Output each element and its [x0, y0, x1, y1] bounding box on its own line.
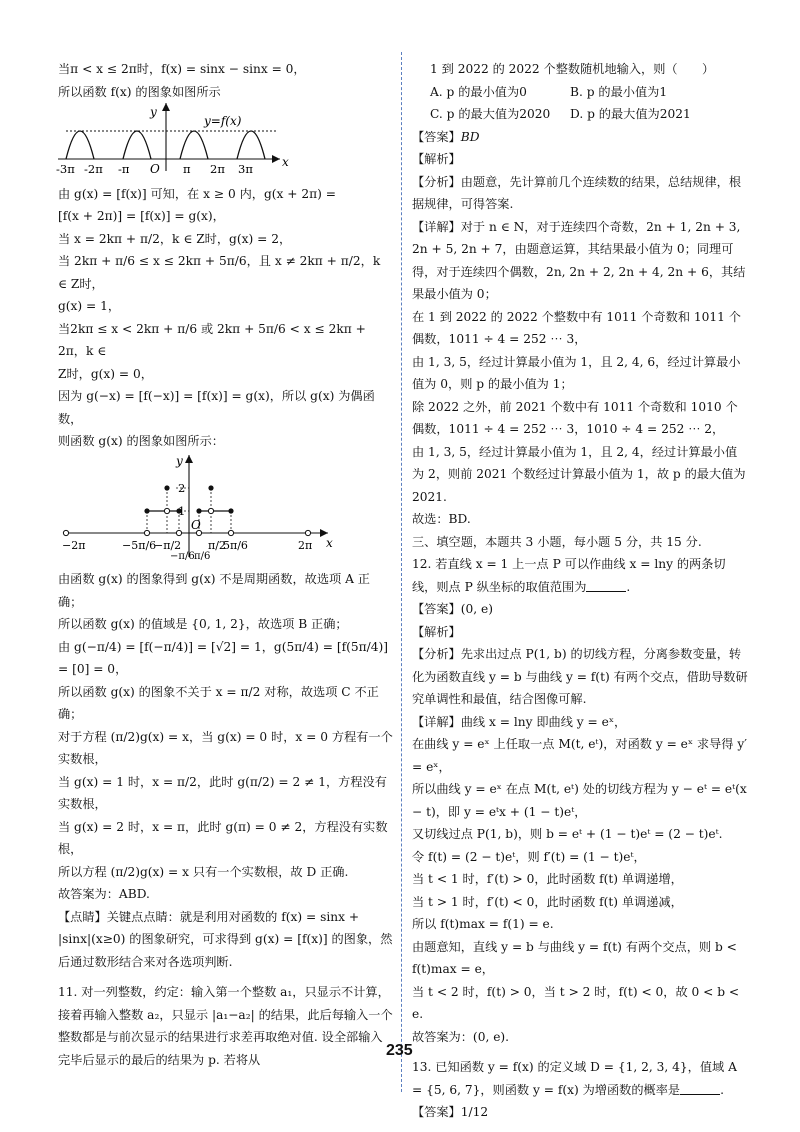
text-line: g(x) = 1， — [58, 299, 121, 313]
y-tick-label: 2 — [178, 480, 186, 495]
question-text: 对一列整数，约定：输入第一个整数 a₁，只显示不计算，接着再输入整数 a₂，只显示 |a₁−a₂| 的结果，此后每输入一个整数都是与前次显示的结果进行求差再取绝对值. 设全部输入完毕后显示的最后的结果为 p. 若将从 — [58, 985, 393, 1067]
text-line: 所以函数 f(x) 的图象如图所示 — [58, 84, 221, 99]
options-row — [412, 81, 748, 104]
tick-label: -π — [118, 162, 130, 176]
analysis-tag: 【解析】 — [412, 624, 461, 639]
detail-tag: 【详解】 — [412, 714, 461, 729]
detail-paragraph — [412, 711, 748, 734]
y-tick-label: 1 — [178, 503, 186, 518]
question-number: 12. — [412, 557, 432, 571]
tick-label: -2π — [84, 162, 103, 176]
detail-line: 当 t > 1 时，f′(t) < 0，此时函数 f(t) 单调递减， — [412, 894, 683, 909]
open-point — [208, 508, 213, 513]
analysis-tag: 【解析】 — [412, 152, 461, 166]
analysis-text: 先求出过点 P(1, b) 的切线方程，分离参数变量，转化为函数直线 y = b 与曲线 y = f(t) 有两个交点，借助导数研究单调性和最值，结合图像可解. — [412, 647, 748, 706]
detail-line: 在曲线 y = eˣ 上任取一点 M(t, eᵗ)，对函数 y = eˣ 求导得 y′ = eˣ， — [412, 737, 748, 774]
answer-tag: 【答案】 — [412, 129, 461, 144]
text-line: 当 g(x) = 1 时，x = π/2，此时 g(π/2) = 2 ≠ 1，方程没有实数根， — [58, 774, 387, 811]
tip-text: 关键点点睛：就是利用对函数的 f(x) = sinx + |sinx|(x≥0) 的图象研究，可求得到 g(x) = [f(x)] 的图象，然后通过数形结合来对各选项判断. — [58, 909, 393, 969]
detail-text: 对于 n ∈ N，对于连续四个奇数，2n + 1, 2n + 3, 2n + 5, 2n + 7，由题意运算，其结果最小值为 0；同理可得，对于连续四个偶数，2n, 2n + 2, 2n + 4, 2n + 6，其结果最小值为 0； — [412, 219, 746, 301]
detail-line: 由 1, 3, 5，经过计算最小值为 1，且 2, 4，经过计算最小值为 2，则前 2021 个数经过计算最小值为 1，故 p 的最大值为 2021. — [412, 444, 746, 504]
origin-label: O — [150, 162, 160, 176]
question-number: 13. — [412, 1060, 432, 1074]
detail-line: 由题意知，直线 y = b 与曲线 y = f(t) 有两个交点，则 b < f(t)max = e， — [412, 939, 737, 976]
detail-line: 所以曲线 y = eˣ 在点 M(t, eᵗ) 处的切线方程为 y − eᵗ = eᵗ(x − t)，即 y = eᵗx + (1 − t)eᵗ， — [412, 782, 747, 819]
text-line: 由函数 g(x) 的图象得到 g(x) 不是周期函数，故选项 A 正确； — [58, 572, 370, 609]
option-a: A. p 的最小值为0 — [430, 84, 527, 99]
detail-line: 由 1, 3, 5，经过计算最小值为 1，且 2, 4, 6，经过计算最小值为 0，则 p 的最小值为 1； — [412, 354, 741, 391]
option-c: C. p 的最大值为2020 — [430, 107, 551, 121]
open-point — [63, 530, 68, 535]
detail-line: 故选：BD. — [412, 512, 471, 526]
answer-blank — [680, 1082, 720, 1095]
answer-tag: 【答案】 — [412, 1105, 461, 1119]
analysis-paragraph — [412, 171, 748, 216]
question-13: 13. 已知函数 y = f(x) 的定义域 D = {1, 2, 3, 4}，值域 A = {5, 6, 7}，则函数 y = f(x) 为增函数的概率是 . — [412, 1060, 737, 1097]
open-point — [176, 530, 181, 535]
text-line: 由 g(x) = [f(x)] 可知，在 x ≥ 0 内，g(x + 2π) = — [58, 186, 336, 201]
text-line: 当 2kπ + π/6 ≤ x ≤ 2kπ + 5π/6，且 x ≠ 2kπ + π/2，k ∈ Z时， — [58, 254, 381, 291]
x-tick-label: 2π — [298, 538, 313, 552]
column-divider — [401, 52, 402, 1092]
text-line: 当π < x ≤ 2π时，f(x) = sinx − sinx = 0， — [58, 62, 306, 76]
x-tick-label: −π/2 — [154, 538, 182, 552]
tip-paragraph — [58, 906, 393, 974]
graph-f — [58, 103, 393, 175]
x-axis-label: x — [326, 535, 333, 550]
text-line: 当2kπ ≤ x < 2kπ + π/6 或 2kπ + 5π/6 < x ≤ 2kπ + 2π，k ∈ — [58, 321, 366, 358]
detail-line: 故答案为：(0, e). — [412, 1029, 510, 1044]
origin-label: O — [191, 517, 201, 532]
graph-g — [58, 453, 393, 561]
text-line: 由 g(−π/4) = [f(−π/4)] = [√2] = 1，g(5π/4) = [f(5π/4)] = [0] = 0， — [58, 639, 388, 676]
answer-value: (0, e) — [460, 602, 493, 616]
analysis-text: 由题意，先计算前几个连续数的结果，总结规律，根据规律，可得答案. — [412, 174, 742, 211]
tick-label: 2π — [210, 162, 225, 176]
text-line: 所以方程 (π/2)g(x) = x 只有一个实数根，故 D 正确. — [58, 864, 349, 879]
answer-line — [412, 1101, 748, 1124]
tick-label: 3π — [238, 162, 253, 176]
y-axis-label: y — [176, 453, 183, 468]
text-line: 因为 g(−x) = [f(−x)] = [f(x)] = g(x)，所以 g(x) 为偶函数， — [58, 389, 375, 426]
filled-point — [208, 485, 213, 490]
section-heading: 三、填空题，本题共 3 小题，每小题 5 分，共 15 分. — [412, 534, 702, 549]
open-point — [144, 530, 149, 535]
text-line: [f(x + 2π)] = [f(x)] = g(x)， — [58, 209, 225, 223]
y-axis-label: y — [150, 105, 157, 119]
question-11 — [58, 981, 393, 1071]
x-tick-label: π/6 — [194, 550, 211, 562]
detail-line: 当 t < 1 时，f′(t) > 0，此时函数 f(t) 单调递增， — [412, 872, 683, 886]
x-tick-label: −π/6 — [170, 550, 195, 562]
filled-point — [144, 508, 149, 513]
detail-line: 令 f(t) = (2 − t)eᵗ，则 f′(t) = (1 − t)eᵗ， — [412, 849, 646, 864]
answer-line — [412, 598, 748, 621]
tip-tag: 【点睛】 — [58, 909, 107, 924]
detail-line: 又切线过点 P(1, b)，则 b = eᵗ + (1 − t)eᵗ = (2 − t)eᵗ. — [412, 827, 723, 841]
detail-line: 所以 f(t)max = f(1) = e. — [412, 917, 554, 931]
answer-line — [412, 126, 748, 149]
question-number: 11. — [58, 985, 78, 999]
text-line: 所以函数 g(x) 的图象不关于 x = π/2 对称，故选项 C 不正确； — [58, 684, 379, 721]
question-11-continued: 1 到 2022 的 2022 个整数随机地输入，则（ ） — [430, 62, 715, 76]
x-axis-label: x — [282, 155, 289, 169]
question-text: 已知函数 y = f(x) 的定义域 D = {1, 2, 3, 4}，值域 A = {5, 6, 7}，则函数 y = f(x) 为增函数的概率是 — [412, 1060, 737, 1097]
analysis-subtag: 【分析】 — [412, 647, 461, 661]
x-tick-label: −5π/6 — [122, 538, 157, 552]
options-row — [412, 103, 748, 126]
open-point — [305, 530, 310, 535]
detail-line: 当 t < 2 时，f(t) > 0，当 t > 2 时，f(t) < 0，故 0 < b < e. — [412, 984, 740, 1021]
text-line: 当 g(x) = 2 时，x = π，此时 g(π) = 0 ≠ 2，方程没有实数根， — [58, 819, 388, 856]
tick-label: π — [183, 162, 191, 176]
answer-tag: 【答案】 — [412, 602, 461, 616]
text-line: 对于方程 (π/2)g(x) = x，当 g(x) = 0 时，x = 0 方程有一个实数根， — [58, 729, 393, 766]
right-column — [412, 58, 748, 1124]
analysis-paragraph — [412, 643, 748, 711]
option-d: D. p 的最大值为2021 — [570, 107, 691, 121]
filled-point — [196, 508, 201, 513]
x-tick-label: π/2 — [208, 538, 226, 552]
option-b: B. p 的最小值为1 — [570, 84, 668, 99]
text-line: Z时，g(x) = 0， — [58, 366, 153, 381]
text-line: 故答案为：ABD. — [58, 887, 150, 901]
question-12: 12. 若直线 x = 1 上一点 P 可以作曲线 x = lny 的两条切线，则点 P 纵坐标的取值范围为 . — [412, 557, 726, 594]
detail-paragraph — [412, 216, 748, 306]
answer-value: 1/12 — [460, 1105, 489, 1119]
detail-text: 曲线 x = lny 即曲线 y = eˣ， — [460, 714, 627, 729]
question-text: 若直线 x = 1 上一点 P 可以作曲线 x = lny 的两条切线，则点 P 纵坐标的取值范围为 — [412, 557, 726, 594]
tick-label: -3π — [56, 162, 75, 176]
detail-line: 除 2022 之外，前 2021 个数中有 1011 个奇数和 1010 个偶数，1011 ÷ 4 = 252 ⋯ 3，1010 ÷ 4 = 252 ⋯ 2， — [412, 399, 738, 436]
filled-point — [228, 508, 233, 513]
text-line: 则函数 g(x) 的图象如图所示： — [58, 434, 224, 448]
detail-tag: 【详解】 — [412, 219, 461, 234]
answer-value: BD — [460, 129, 480, 144]
analysis-subtag: 【分析】 — [412, 174, 461, 189]
filled-point — [164, 485, 169, 490]
func-label: y=f(x) — [204, 114, 242, 128]
detail-line: 在 1 到 2022 的 2022 个整数中有 1011 个奇数和 1011 个偶数，1011 ÷ 4 = 252 ⋯ 3， — [412, 309, 741, 346]
open-point — [228, 530, 233, 535]
left-column — [58, 58, 393, 1071]
text-line: 所以函数 g(x) 的值域是 {0, 1, 2}，故选项 B 正确； — [58, 617, 348, 631]
x-tick-label: −2π — [62, 538, 86, 552]
open-point — [164, 508, 169, 513]
page-number: 235 — [386, 1042, 413, 1059]
text-line: 当 x = 2kπ + π/2，k ∈ Z时，g(x) = 2， — [58, 231, 292, 246]
x-tick-label: 5π/6 — [223, 538, 248, 552]
answer-blank — [586, 579, 626, 592]
